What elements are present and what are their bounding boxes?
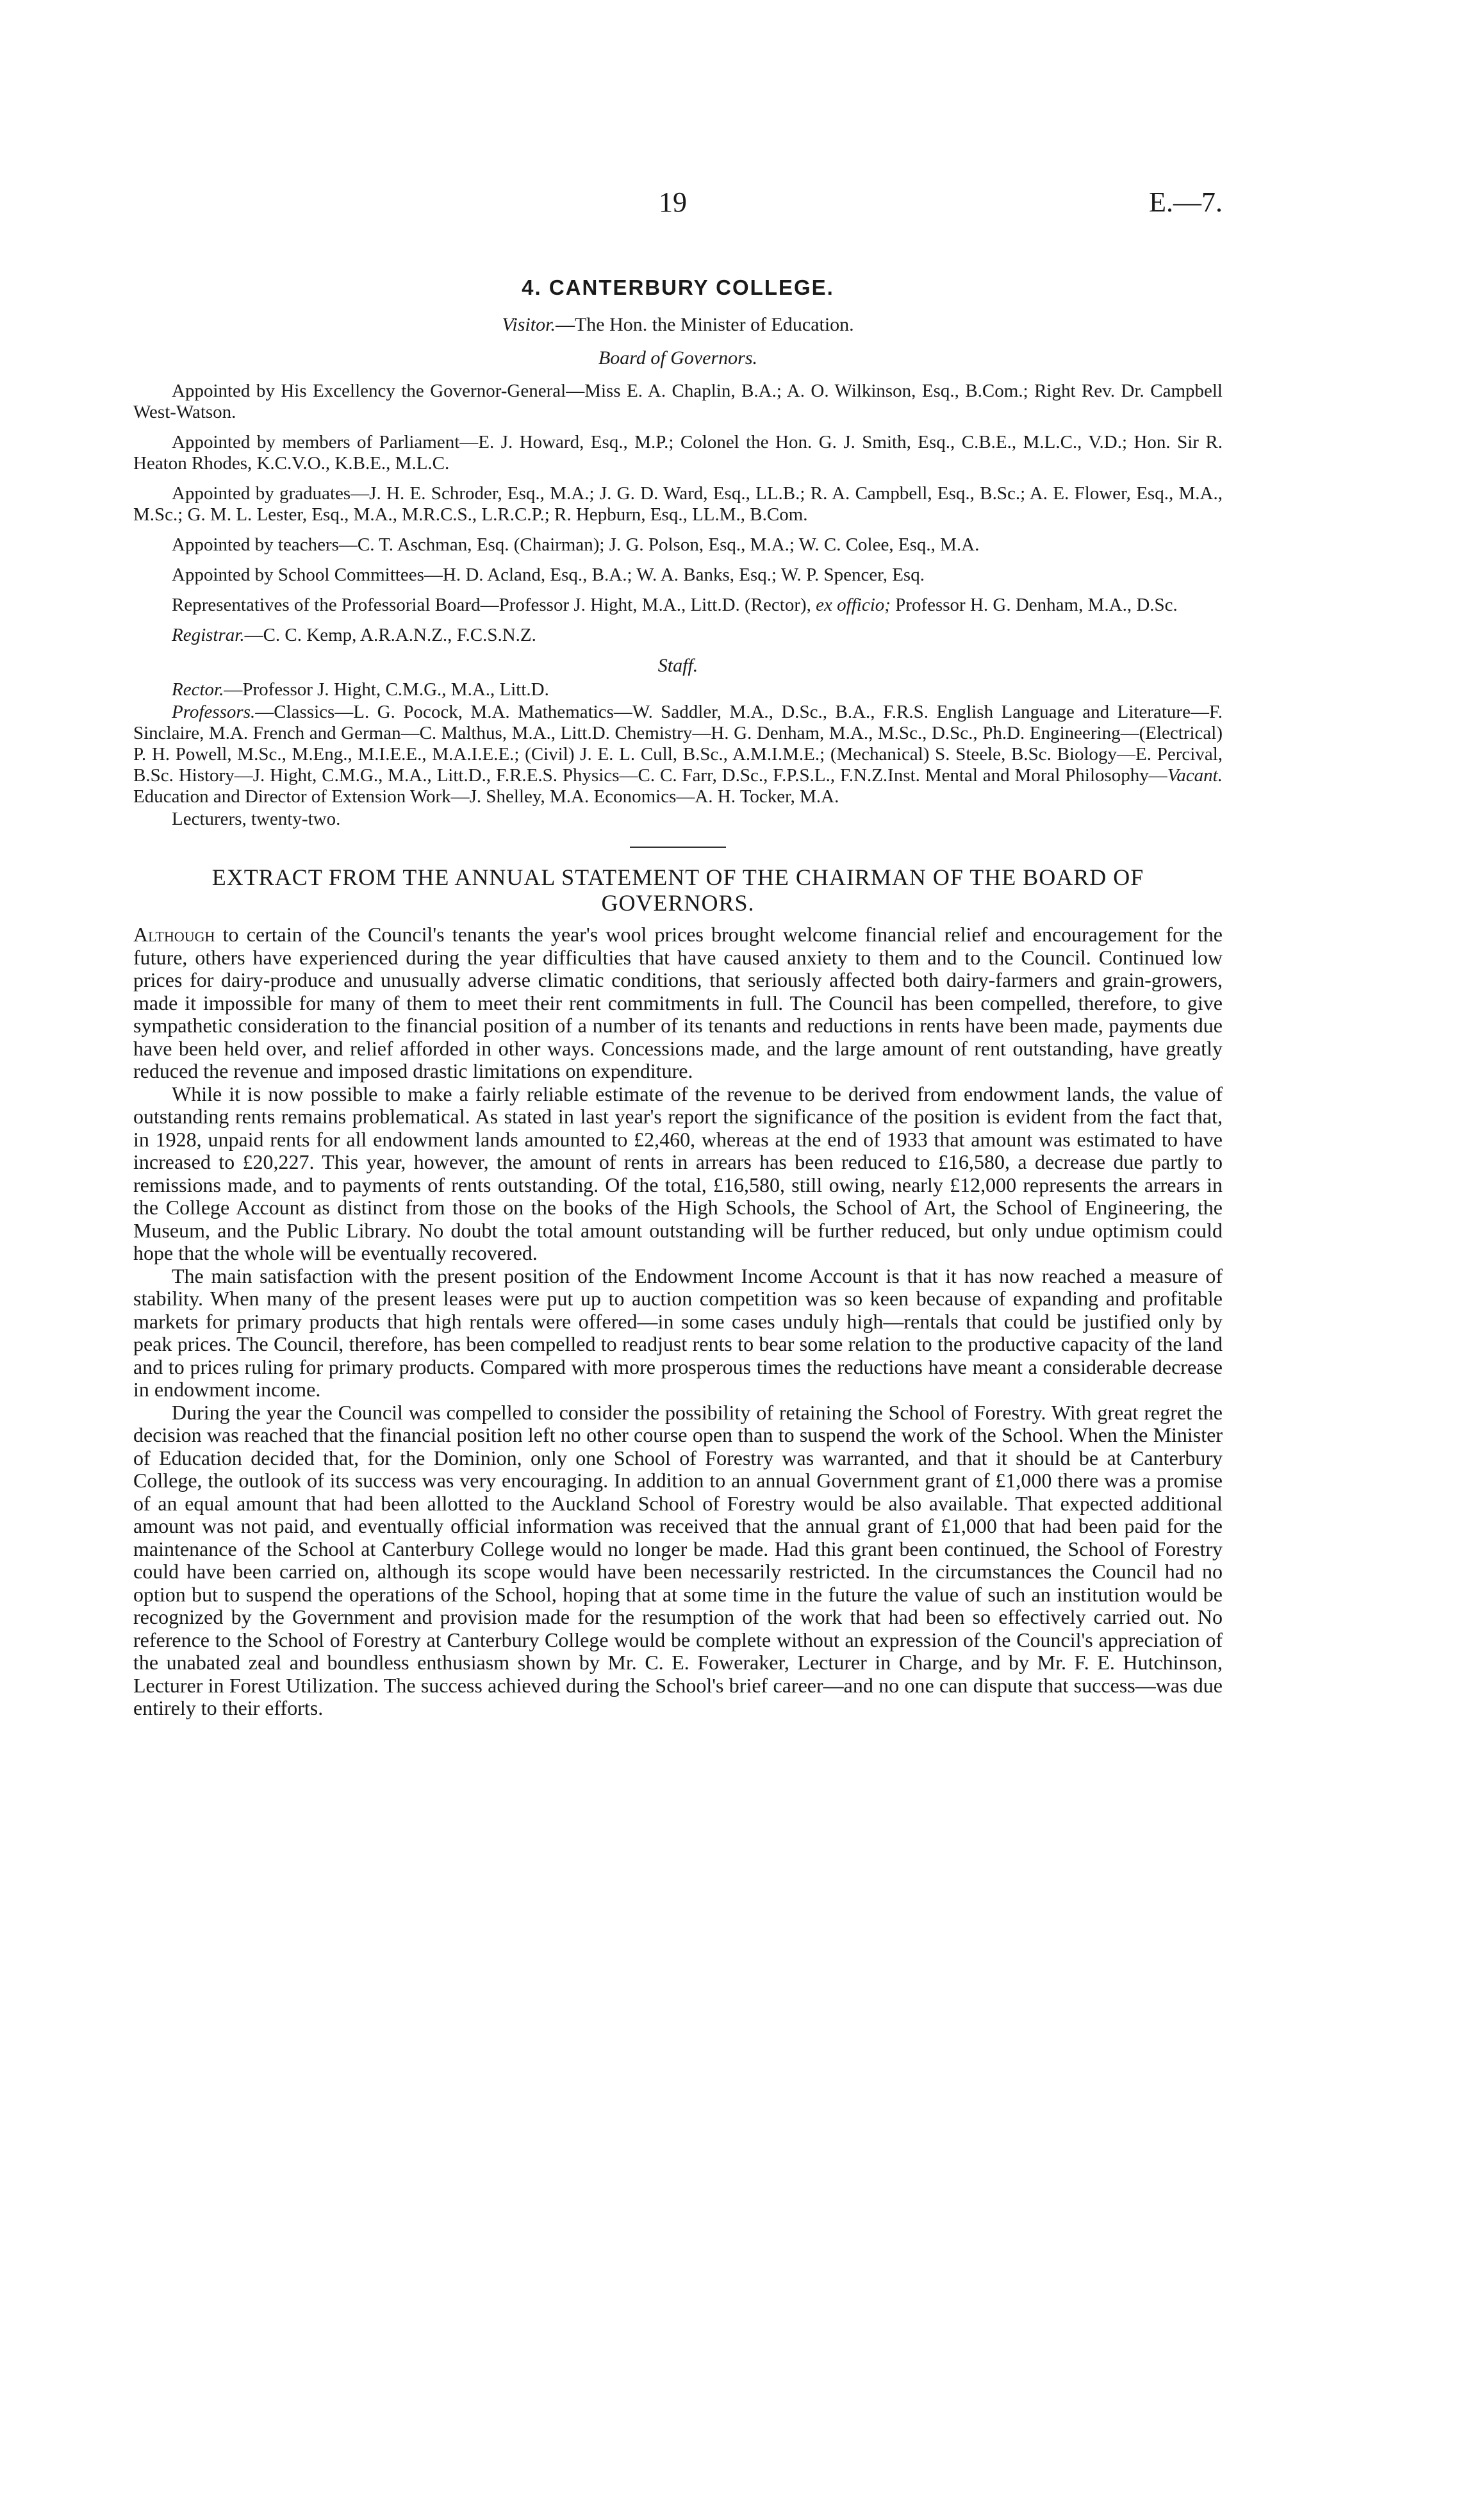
registrar-text: —C. C. Kemp, A.R.A.N.Z., F.C.S.N.Z. [244,625,536,645]
professors-rest: Education and Director of Extension Work—J. Shelley, M.A. Economics—A. H. Tocker, M.A. [133,786,839,807]
statement-paragraph: While it is now possible to make a fairly reliable estimate of the revenue to be derived from endowment lands, the value of outstanding rents remains problematical. As stated in last year's report the significance of the position is evident from the fact that, in 1928, unpaid rents for all endowment lands amounted to £2,460, whereas at the end of 1933 that amount was estimated to have increased to £20,227. This year, however, the amount of rents in arrears has been reduced to £16,580, a decrease due partly to remissions made, and to payments of rents outstanding. Of the total, £16,580, still owing, nearly £12,000 represents the arrears in the College Account as distinct from those on the books of the High Schools, the School of Art, the School of Engineering, the Museum, and the Public Library. No doubt the total amount outstanding will be further reduced, but only undue optimism could hope that the whole will be eventually recovered. [133,1082,1223,1264]
visitor-line [133,314,1223,336]
rector-text: —Professor J. Hight, C.M.G., M.A., Litt.D. [224,679,549,700]
professors-text: —Classics—L. G. Pocock, M.A. Mathematics—W. Saddler, M.A., D.Sc., B.A., F.R.S. English Language and Literature—F. Sinclaire, M.A. French and German—C. Malthus, M.A., Litt.D. Chemistry—H. G. Denham, M.A., M.Sc., D.Sc., Ph.D. Engineering—(Electrical) P. H. Powell, M.Sc., M.Eng., M.I.E.E., M.A.I.E.E.; (Civil) J. E. L. Cull, B.Sc., A.M.I.M.E.; (Mechanical) S. Steele, B.Sc. Biology—E. Percival, B.Sc. History—J. Hight, C.M.G., M.A., Litt.D., F.R.E.S. Physics—C. C. Farr, D.Sc., F.P.S.L., F.N.Z.Inst. Mental and Moral Philosophy— [133,702,1223,786]
representatives-text: Representatives of the Professorial Board—Professor J. Hight, M.A., Litt.D. (Rector), [172,595,811,615]
paragraph-1-text: to certain of the Council's tenants the year's wool prices brought welcome financial relief and encouragement for the future, others have experienced during the year difficulties that have caused anxiety to them and to the Council. Continued low prices for dairy-produce and unusually adverse climatic conditions, that seriously affected both dairy-farmers and grain-growers, made it impossible for many of them to meet their rent commitments in full. The Council has been compelled, therefore, to give sympathetic consideration to the financial position of a number of its tenants and reductions in rents have been made, payments due have been held over, and relief afforded in other ways. Concessions made, and the large amount of rent outstanding, have greatly reduced the revenue and imposed drastic limitations on expenditure. [133,923,1223,1082]
board-entry: Appointed by School Committees—H. D. Acland, Esq., B.A.; W. A. Banks, Esq.; W. P. Spencer, Esq. [172,565,925,585]
page-header [133,186,1223,224]
lecturers-entry: Lecturers, twenty-two. [172,809,341,829]
board-entry: Appointed by members of Parliament—E. J. Howard, Esq., M.P.; Colonel the Hon. G. J. Smith, Esq., C.B.E., M.L.C., V.D.; Hon. Sir R. Heaton Rhodes, K.C.V.O., K.B.E., M.L.C. [133,432,1223,474]
registrar-entry [133,625,1223,646]
college-title: 4. CANTERBURY COLLEGE. [522,276,834,299]
section-divider [630,847,726,848]
visitor-label: Visitor. [502,314,556,335]
chairman-statement [133,923,1223,1720]
professors-label: Professors. [172,702,256,722]
ex-officio: ex officio; [816,595,891,615]
staff-heading: Staff. [657,655,698,676]
statement-paragraph [133,923,1223,1083]
vacant-label: Vacant. [1167,765,1223,786]
board-entry: Appointed by teachers—C. T. Aschman, Esq. (Chairman); J. G. Polson, Esq., M.A.; W. C. Colee, Esq., M.A. [172,534,980,555]
page-number: 19 [659,186,687,218]
document-reference: E.—7. [1149,186,1223,218]
professors-entry [133,702,1223,807]
board-of-governors [133,381,1223,646]
board-heading: Board of Governors. [598,347,758,368]
rector-entry [133,679,1223,700]
rector-label: Rector. [172,679,224,700]
drop-word: Although [133,923,215,946]
registrar-label: Registrar. [172,625,245,645]
board-entry: Appointed by graduates—J. H. E. Schroder, Esq., M.A.; J. G. D. Ward, Esq., LL.B.; R. A. Campbell, Esq., B.Sc.; A. E. Flower, Esq., M.A., M.Sc.; G. M. L. Lester, Esq., M.A., M.R.C.S., L.R.C.P.; R. Hepburn, Esq., LL.M., B.Com. [133,483,1223,525]
board-entry: Appointed by His Excellency the Governor-General—Miss E. A. Chaplin, B.A.; A. O. Wilkinson, Esq., B.Com.; Right Rev. Dr. Campbell West-Watson. [133,381,1223,422]
representatives-entry [133,595,1223,616]
extract-heading: EXTRACT FROM THE ANNUAL STATEMENT OF THE CHAIRMAN OF THE BOARD OF GOVERNORS. [211,864,1144,916]
statement-paragraph: During the year the Council was compelled to consider the possibility of retaining the School of Forestry. With great regret the decision was reached that the financial position left no other course open than to suspend the work of the School. When the Minister of Education decided that, for the Dominion, only one School of Forestry was warranted, and that it should be at Canterbury College, the outlook of its success was very encouraging. In addition to an annual Government grant of £1,000 there was a promise of an equal amount that had been allotted to the Auckland School of Forestry would be also available. That expected additional amount was not paid, and eventually official information was received that the annual grant of £1,000 that had been paid for the maintenance of the School at Canterbury College would no longer be made. Had this grant been continued, the School of Forestry could have been carried on, although its scope would have been necessarily restricted. In the circumstances the Council had no option but to suspend the operations of the School, hoping that at some time in the future the value of such an institution would be recognized by the Government and provision made for the resumption of the work that had been so effectively carried out. No reference to the School of Forestry at Canterbury College would be complete without an expression of the Council's appreciation of the unabated zeal and boundless enthusiasm shown by Mr. C. E. Foweraker, Lecturer in Charge, and by Mr. F. E. Hutchinson, Lecturer in Forest Utilization. The success achieved during the School's brief career—and no one can dispute that success—was due entirely to their efforts. [133,1400,1223,1719]
visitor-text: —The Hon. the Minister of Education. [555,314,854,335]
statement-paragraph: The main satisfaction with the present position of the Endowment Income Account is that it has now reached a measure of stability. When many of the present leases were put up to auction competition was so keen because of expanding and profitable markets for primary products that high rentals were offered—in some cases unduly high—rentals that could be justified only by peak prices. The Council, therefore, has been compelled to readjust rents to bear some relation to the productive capacity of the land and to prices ruling for primary products. Compared with more prosperous times the reductions have meant a considerable decrease in endowment income. [133,1264,1223,1401]
representatives-rest: Professor H. G. Denham, M.A., D.Sc. [895,595,1178,615]
page-body [133,276,1223,1720]
staff-list [133,679,1223,830]
